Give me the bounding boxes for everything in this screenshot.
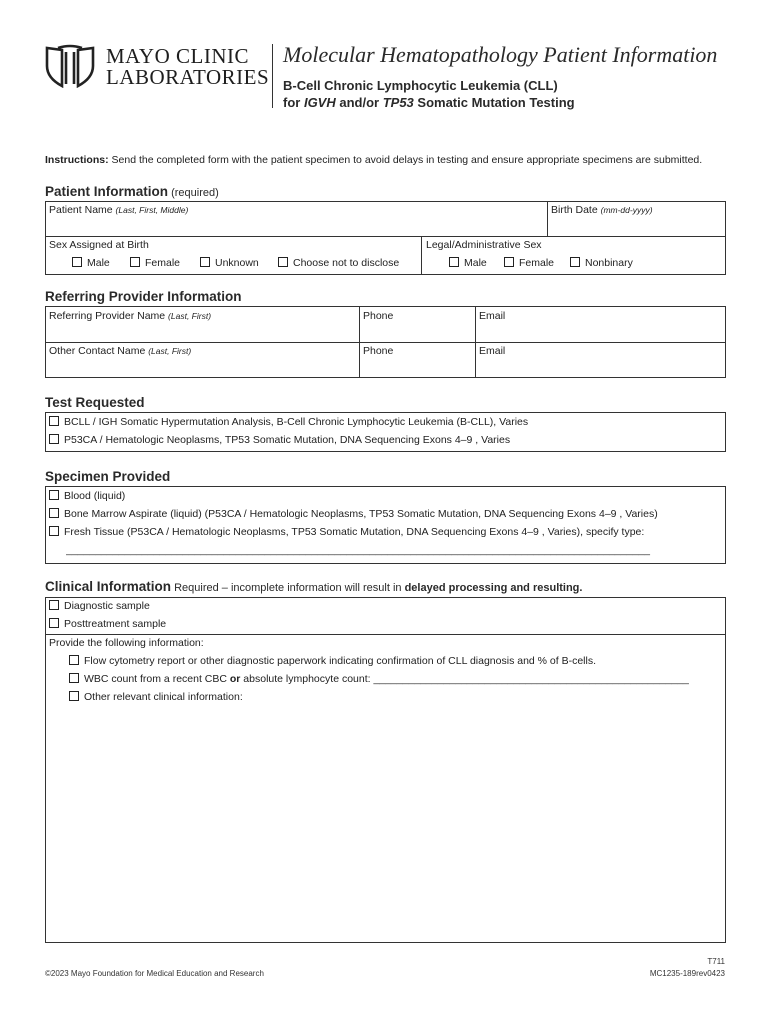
page-title: Molecular Hematopathology Patient Information [283,42,718,67]
specimen-specify-line[interactable]: ____________________________________________________________________________________________________ [66,544,650,556]
logo-line-2: LABORATORIES [106,65,270,89]
sex-at-birth-label: Sex Assigned at Birth [49,239,149,251]
patient-col-divider-1 [547,201,548,236]
patient-info-heading: Patient Information (required) [45,184,219,199]
sex-option-not-disclose[interactable]: Choose not to disclose [278,257,399,269]
checkbox-icon [200,257,210,267]
referring-provider-name-field[interactable]: Referring Provider Name (Last, First) [49,310,212,322]
checkbox-icon [278,257,288,267]
info-option-other-clinical[interactable]: Other relevant clinical information: [69,691,243,703]
sex-option-unknown[interactable]: Unknown [200,257,259,269]
checkbox-icon [449,257,459,267]
mayo-shield-icon [44,44,96,88]
form-code-t711: T711 [707,957,725,966]
checkbox-icon [504,257,514,267]
provider-heading: Referring Provider Information [45,289,242,304]
legal-sex-label: Legal/Administrative Sex [426,239,542,251]
form-code-revision: MC1235-189rev0423 [649,969,725,978]
checkbox-icon [570,257,580,267]
checkbox-icon [49,508,59,518]
specimen-option-fresh-tissue[interactable]: Fresh Tissue (P53CA / Hematologic Neoplasms, TP53 Somatic Mutation, DNA Sequencing Exons 4–9 , Varies), specify type: [49,526,644,538]
other-phone-field[interactable]: Phone [363,345,394,357]
patient-name-field[interactable]: Patient Name (Last, First, Middle) [49,204,189,216]
patient-col-divider-2 [421,236,422,275]
clinical-option-posttreatment[interactable]: Posttreatment sample [49,618,166,630]
specimen-option-blood[interactable]: Blood (liquid) [49,490,125,502]
provider-row-divider [45,342,726,343]
clinical-heading: Clinical Information Required – incomplete information will result in delayed processing and resulting. [45,579,583,594]
checkbox-icon [69,673,79,683]
provide-info-label: Provide the following information: [49,637,204,649]
copyright-text: ©2023 Mayo Foundation for Medical Education and Research [45,969,264,978]
subtitle-line-1: B-Cell Chronic Lymphocytic Leukemia (CLL) [283,78,558,93]
sex-option-female[interactable]: Female [130,257,180,269]
patient-row-divider [45,236,726,237]
specimen-option-bone-marrow[interactable]: Bone Marrow Aspirate (liquid) (P53CA / Hematologic Neoplasms, TP53 Somatic Mutation, DNA Sequencing Exons 4–9 , Varies) [49,508,658,520]
test-option-p53ca[interactable]: P53CA / Hematologic Neoplasms, TP53 Somatic Mutation, DNA Sequencing Exons 4–9 , Varies [49,434,510,446]
legal-sex-nonbinary[interactable]: Nonbinary [570,257,633,269]
logo-line-1: MAYO CLINIC [106,44,249,68]
mayo-logo [44,44,96,88]
checkbox-icon [72,257,82,267]
subtitle-line-2: for IGVH and/or TP53 Somatic Mutation Testing [283,95,575,110]
info-option-flow-cytometry[interactable]: Flow cytometry report or other diagnostic paperwork indicating confirmation of CLL diagnosis and % of B-cells. [69,655,596,667]
checkbox-icon [49,600,59,610]
other-contact-name-field[interactable]: Other Contact Name (Last, First) [49,345,192,357]
provider-col-divider-2 [475,306,476,378]
legal-sex-female[interactable]: Female [504,257,554,269]
provider-col-divider-1 [359,306,360,378]
sex-option-male[interactable]: Male [72,257,110,269]
clinical-option-diagnostic[interactable]: Diagnostic sample [49,600,150,612]
checkbox-icon [130,257,140,267]
info-option-wbc-count[interactable]: WBC count from a recent CBC or absolute lymphocyte count: ______________________________________________________ [69,673,719,685]
specimen-heading: Specimen Provided [45,469,171,484]
clinical-row-divider [45,634,726,635]
checkbox-icon [49,526,59,536]
provider-email-field[interactable]: Email [479,310,506,322]
checkbox-icon [69,691,79,701]
other-email-field[interactable]: Email [479,345,506,357]
checkbox-icon [49,618,59,628]
test-requested-heading: Test Requested [45,395,145,410]
instructions: Instructions: Send the completed form with the patient specimen to avoid delays in testing and ensure appropriate specimens are submitted. [45,154,703,166]
provider-phone-field[interactable]: Phone [363,310,394,322]
checkbox-icon [49,490,59,500]
birth-date-field[interactable]: Birth Date (mm-dd-yyyy) [551,204,653,216]
test-option-bcll[interactable]: BCLL / IGH Somatic Hypermutation Analysis, B-Cell Chronic Lymphocytic Leukemia (B-CLL), Varies [49,416,528,428]
header-divider [272,44,273,108]
legal-sex-male[interactable]: Male [449,257,487,269]
checkbox-icon [49,416,59,426]
checkbox-icon [49,434,59,444]
checkbox-icon [69,655,79,665]
